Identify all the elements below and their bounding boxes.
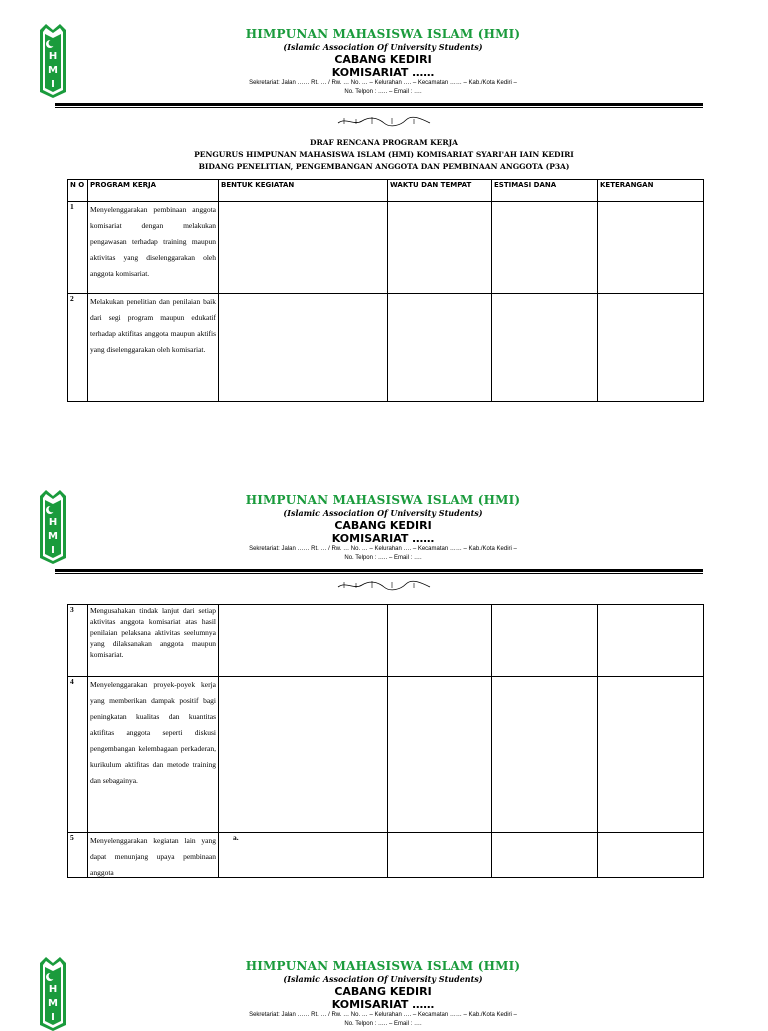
- row-bentuk: [219, 605, 388, 677]
- row-program-text: Menyelenggarakan kegiatan lain yang dapat menunjang upaya pembinaan anggota: [90, 836, 216, 877]
- col-header-dana: ESTIMASI DANA: [492, 180, 598, 202]
- row-no: 4: [68, 677, 88, 833]
- row-waktu: [388, 202, 492, 294]
- row-waktu: [388, 605, 492, 677]
- hmi-logo-icon: [38, 488, 68, 564]
- table-row: [68, 202, 704, 294]
- program-table-p1: [67, 179, 704, 402]
- row-dana: [492, 202, 598, 294]
- table-row: [68, 677, 704, 833]
- komisariat-name: KOMISARIAT ……: [331, 66, 435, 79]
- col-header-waktu: WAKTU DAN TEMPAT: [388, 180, 492, 202]
- row-waktu: [388, 677, 492, 833]
- contact-line: No. Telpon : ….. – Email : ….: [344, 555, 422, 561]
- header-rule-thin: [55, 573, 703, 574]
- row-bentuk: [219, 202, 388, 294]
- bismillah-icon: [334, 114, 434, 128]
- row-program: Menyelenggarakan pembinaan anggota komisariat dengan melakukan pengawasan terhadap training maupun aktivitas yang diselenggarakan oleh anggota komisariat.: [88, 202, 219, 294]
- svg-text:I: I: [51, 545, 55, 556]
- org-name: HIMPUNAN MAHASISWA ISLAM (HMI): [245, 493, 521, 507]
- row-waktu: [388, 833, 492, 878]
- row-dana: [492, 605, 598, 677]
- header-rule: [55, 569, 703, 572]
- row-program: Melakukan penelitian dan penilaian baik dari segi program maupun edukatif terhadap aktifitas anggota maupun aktifis yang diselenggarakan oleh komisariat.: [88, 294, 219, 402]
- table-row: [68, 833, 704, 878]
- row-keterangan: [598, 605, 704, 677]
- row-keterangan: [598, 677, 704, 833]
- svg-text:H: H: [48, 984, 58, 995]
- col-header-bentuk: BENTUK KEGIATAN: [219, 180, 388, 202]
- cabang-name: CABANG KEDIRI: [334, 985, 432, 998]
- contact-line: No. Telpon : ….. – Email : ….: [344, 89, 422, 95]
- row-no: 5: [68, 833, 88, 878]
- komisariat-name: KOMISARIAT ……: [331, 532, 435, 545]
- org-subtitle: (Islamic Association Of University Students): [283, 508, 483, 518]
- row-no: 1: [68, 202, 88, 294]
- bismillah-icon: [334, 578, 434, 592]
- table-row: [68, 294, 704, 402]
- hmi-logo-icon: [38, 955, 68, 1031]
- row-no: 2: [68, 294, 88, 402]
- letterhead: [150, 493, 616, 563]
- doc-title-1: DRAF RENCANA PROGRAM KERJA: [310, 138, 458, 147]
- col-header-keterangan: KETERANGAN: [598, 180, 704, 202]
- address-line: Sekretariat: Jalan …… Rt. … / Rw. … No. … – Kelurahan …. – Kecamatan …… – Kab./Kota Kediri –: [249, 80, 517, 86]
- letterhead: [150, 27, 616, 97]
- row-keterangan: [598, 294, 704, 402]
- doc-title-2: PENGURUS HIMPUNAN MAHASISWA ISLAM (HMI) KOMISARIAT SYARI'AH IAIN KEDIRI: [194, 150, 574, 159]
- document-titles: [0, 137, 768, 173]
- program-table-p2: [67, 604, 704, 878]
- org-name: HIMPUNAN MAHASISWA ISLAM (HMI): [245, 27, 521, 41]
- org-name: HIMPUNAN MAHASISWA ISLAM (HMI): [245, 959, 521, 973]
- row-bentuk: [219, 677, 388, 833]
- doc-title-3: BIDANG PENELITIAN, PENGEMBANGAN ANGGOTA DAN PEMBINAAN ANGGOTA (P3A): [198, 162, 570, 171]
- header-rule: [55, 103, 703, 106]
- row-keterangan: [598, 833, 704, 878]
- hmi-logo-icon: [38, 22, 68, 98]
- row-program: [88, 833, 219, 878]
- row-no: 3: [68, 605, 88, 677]
- svg-text:H: H: [48, 51, 58, 62]
- row-program: Menyelenggarakan proyek-poyek kerja yang memberikan dampak positif bagi peningkatan kualitas dan kuantitas aktifitas anggota seperti diskusi pengembangan kelembagaan perkaderan, kurikulum aktifitas dan metode training dan sebagainya.: [88, 677, 219, 833]
- table-row: [68, 605, 704, 677]
- svg-text:I: I: [51, 1012, 55, 1023]
- row-bentuk: [219, 294, 388, 402]
- row-bentuk: a.: [219, 833, 388, 878]
- svg-text:M: M: [48, 531, 58, 542]
- org-subtitle: (Islamic Association Of University Students): [283, 974, 483, 984]
- row-keterangan: [598, 202, 704, 294]
- address-line: Sekretariat: Jalan …… Rt. … / Rw. … No. … – Kelurahan …. – Kecamatan …… – Kab./Kota Kediri –: [249, 1012, 517, 1018]
- svg-text:I: I: [51, 79, 55, 90]
- svg-text:M: M: [48, 998, 58, 1009]
- row-dana: [492, 677, 598, 833]
- row-dana: [492, 294, 598, 402]
- letterhead: [150, 959, 616, 1029]
- row-waktu: [388, 294, 492, 402]
- cabang-name: CABANG KEDIRI: [334, 53, 432, 66]
- row-program: Mengusahakan tindak lanjut dari setiap aktivitas anggota komisariat atas hasil penilaian pelaksana aktivitas seelumnya yang dilaksanakan anggota maupun komisariat.: [88, 605, 219, 677]
- address-line: Sekretariat: Jalan …… Rt. … / Rw. … No. … – Kelurahan …. – Kecamatan …… – Kab./Kota Kediri –: [249, 546, 517, 552]
- svg-text:M: M: [48, 65, 58, 76]
- row-dana: [492, 833, 598, 878]
- svg-text:H: H: [48, 517, 58, 528]
- contact-line: No. Telpon : ….. – Email : ….: [344, 1021, 422, 1027]
- header-rule-thin: [55, 107, 703, 108]
- komisariat-name: KOMISARIAT ……: [331, 998, 435, 1011]
- col-header-program: PROGRAM KERJA: [88, 180, 219, 202]
- org-subtitle: (Islamic Association Of University Students): [283, 42, 483, 52]
- col-header-no: N O: [68, 180, 88, 202]
- cabang-name: CABANG KEDIRI: [334, 519, 432, 532]
